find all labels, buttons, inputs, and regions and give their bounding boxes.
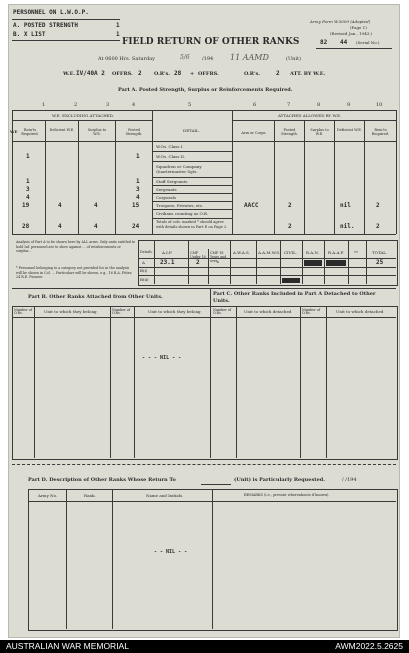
part-b-nil: - - - NIL - - <box>142 355 182 361</box>
part-c-col-number: Number of O.Rs. <box>213 308 232 316</box>
at-hours-label: At 0600 Hrs. Saturday <box>98 56 155 62</box>
analysis-note-2: * Personnel belonging to a category not provided for in the analysis will be shown in Col. ... Particulars will be shown, e.g., 16 R.A. Fitter, 24 R.E. Pioneer. <box>16 266 133 279</box>
total-surplus: 4 <box>94 223 98 230</box>
part-c-col-number-2: Number of O.Rs. <box>302 308 321 316</box>
part-d-date: / /194 <box>342 477 357 483</box>
part-d-nil: - - NIL - - <box>154 549 188 555</box>
part-d-col-rank: Rank. <box>84 493 96 498</box>
row-sgt-reinforcements: 3 <box>26 186 30 193</box>
row-cpl-posted: 4 <box>136 194 140 201</box>
row-sgt-posted: 3 <box>136 186 140 193</box>
we-label: W.E. <box>63 71 76 77</box>
row-wo2-reinforcements: 1 <box>26 153 30 160</box>
col-head-attached-posted: Posted Strength. <box>281 128 298 136</box>
total-attached-deficient: nil. <box>340 223 355 230</box>
part-d-col-remarks: REMARKS (i.e., present whereabouts if known). <box>244 493 330 497</box>
analysis-head-awas: A.W.A.S. <box>233 250 250 255</box>
row-troopers-posted: 15 <box>132 202 140 209</box>
analysis-head-aamws: A.A.M.W.S. <box>258 250 281 255</box>
col-head-attached-reinforcements: Rein'ts Required. <box>371 128 390 136</box>
x-list-label: B. X LIST <box>13 31 46 38</box>
analysis-head-details: Details. <box>140 250 153 254</box>
archive-footer <box>0 640 409 653</box>
we-value: IV/40A 2 <box>76 70 105 77</box>
unit-name: 11 AAMD <box>230 53 269 62</box>
row-troopers-attached-reinforcements: 2 <box>376 202 380 209</box>
part-b-title: Part B. Other Ranks Attached from Other Units. <box>28 294 163 300</box>
we-excluding-attached-header: W.E. EXCLUDING ATTACHED. <box>52 113 115 118</box>
attached-allowed-header: ATTACHED ALLOWED BY W.E. <box>278 113 342 118</box>
posted-strength-label: A. POSTED STRENGTH <box>13 22 79 29</box>
row-staff-sgt-posted: 1 <box>136 178 140 185</box>
analysis-row-c-label: B(ii) <box>140 277 149 282</box>
col-head-attached-deficient: Deficient W.E. <box>337 128 362 132</box>
ors2-label: O.R's. <box>244 71 261 77</box>
analysis-row-a-label: A <box>142 260 145 265</box>
return-date: 5/6 <box>180 54 190 61</box>
analysis-head-raaf: R.A.A.F. <box>328 250 345 255</box>
analysis-head-ran: R.A.N. <box>306 250 319 255</box>
row-cpl-reinforcements: 4 <box>26 194 30 201</box>
perforation-line <box>12 464 396 465</box>
total-attached-reinforcements: 2 <box>376 223 380 230</box>
part-d-col-name: Name and Initials. <box>146 493 184 498</box>
x-list-value: 1 <box>116 31 120 38</box>
detail-wo-class-1: W.Os. Class I. <box>156 144 184 149</box>
analysis-row-a-cmf-under-18: 2 <box>196 259 200 266</box>
row-wo2-posted: 1 <box>136 153 140 160</box>
detail-troopers: Troopers, Privates, etc. <box>156 203 204 208</box>
document-page <box>8 4 400 638</box>
part-a-title: Part A. Posted Strength, Surplus or Reinforcements Required. <box>118 87 293 93</box>
total-reinforcements: 28 <box>22 223 30 230</box>
offrs2-label: OFFRS. <box>198 71 219 77</box>
detail-civilians: Civilians counting as O.R. <box>156 211 209 216</box>
ors-label: O.R's. <box>154 71 171 77</box>
col-head-surplus: Surplus to W.E. <box>87 128 107 136</box>
col-head-reinforcements: Rein'ts Required. <box>21 128 39 136</box>
row-troopers-surplus: 4 <box>94 202 98 209</box>
part-b-col-unit-2: Unit to which they belong <box>148 309 201 314</box>
ors-value: 28 <box>174 70 182 77</box>
analysis-head-cmf-under-18: CMF Under 18 <box>190 251 206 259</box>
serial-value: 82 <box>320 39 328 46</box>
total-attached-posted: 2 <box>288 223 292 230</box>
ors2-value: 2 <box>276 70 280 77</box>
detail-corporals: Corporals <box>156 195 176 200</box>
redaction-block <box>282 278 300 283</box>
detail-quartermaster-sgts: Squadron or Company Quartermaster Sgts. <box>156 164 202 174</box>
archive-name: AUSTRALIAN WAR MEMORIAL <box>6 641 129 651</box>
part-d-title-unit: (Unit) is Particularly Requested. <box>234 477 326 483</box>
detail-wo-class-2: W.Os. Class II. <box>156 154 186 159</box>
form-ref-1: Army Form W.3009 (Adapted) <box>310 19 371 24</box>
serial-value-2: 44 <box>340 39 348 46</box>
part-b-col-number: Number of O.Rs. <box>14 308 33 316</box>
detail-staff-sergeants: Staff Sergeants <box>156 179 188 184</box>
part-d-col-army-no: Army No. <box>38 493 58 498</box>
offrs-label: OFFRS. <box>112 71 133 77</box>
col-head-posted-strength: Posted Strength. <box>125 128 143 136</box>
we-side-label: WE <box>10 129 18 134</box>
row-troopers-attached-deficient: nil <box>340 202 351 209</box>
part-c-title: Part C. Other Ranks Included in Part A Detached to Other Units. <box>213 291 376 304</box>
detail-totals-note: Totals of cols. marked * should agree with details shown in Part E on Page 2. <box>156 220 228 229</box>
col-number-3: 3 <box>106 102 110 108</box>
redaction-block <box>326 260 346 266</box>
unit-label: (Unit) <box>286 56 301 62</box>
row-troopers-deficient: 4 <box>58 202 62 209</box>
detail-sergeants: Sergeants <box>156 187 177 192</box>
col-head-arm-or-corps: Arm or Corps. <box>241 131 267 135</box>
form-ref-3: (Revised Jan., 1943.) <box>330 31 373 36</box>
col-number-2: 2 <box>74 102 78 108</box>
row-troopers-attached-posted: 2 <box>288 202 292 209</box>
analysis-head-aif: A.I.F. <box>162 250 173 255</box>
posted-strength-value: 1 <box>116 22 120 29</box>
row-troopers-arm: AACC <box>244 202 259 209</box>
part-c-col-unit-2: Unit to which detached <box>336 309 384 314</box>
col-number-1: 1 <box>42 102 46 108</box>
year-label: /194 <box>202 56 214 62</box>
offrs-value: 2 <box>138 70 142 77</box>
total-posted: 24 <box>132 223 140 230</box>
analysis-row-a-cmf-over-18: - <box>216 259 220 266</box>
lwop-label: PERSONNEL ON L.W.O.P. <box>13 9 89 16</box>
analysis-row-a-total: 25 <box>376 259 384 266</box>
analysis-note: Analysis of Part A to be shown here by ALL arms. Only units entitled to hold Inf. personnel are to show against ... of reinforcements or surplus... <box>16 240 136 253</box>
detail-header: DETAIL. <box>183 128 200 133</box>
row-staff-sgt-reinforcements: 1 <box>26 178 30 185</box>
att-label: ATT. BY W.E. <box>290 71 326 77</box>
form-ref-2: (Page 1) <box>350 25 367 30</box>
col-number-5: 5 <box>188 102 192 108</box>
analysis-head-total: TOTAL. <box>372 250 388 255</box>
analysis-head-asterisks: ** <box>354 250 358 255</box>
analysis-row-a-aif: 23.1 <box>160 259 175 266</box>
row-troopers-reinforcements: 19 <box>22 202 30 209</box>
redaction-block <box>304 260 322 266</box>
part-b-col-number-2: Number of O.Rs. <box>112 308 131 316</box>
part-b-col-unit: Unit to which they belong <box>44 309 97 314</box>
archive-reference: AWM2022.5.2625 <box>335 641 403 651</box>
col-number-8: 8 <box>317 102 321 108</box>
total-deficient: 4 <box>58 223 62 230</box>
analysis-head-civil: CIVIL. <box>284 250 298 255</box>
analysis-head-cmf-over-18: CMF 18 Years and over <box>210 251 227 263</box>
col-number-9: 9 <box>347 102 351 108</box>
plus-sign: + <box>190 71 195 77</box>
part-c-col-unit: Unit to which detached <box>244 309 292 314</box>
col-number-4: 4 <box>132 102 136 108</box>
col-number-7: 7 <box>287 102 291 108</box>
form-title: FIELD RETURN OF OTHER RANKS <box>122 37 300 47</box>
part-d-title: Part D. Description of Other Ranks Whose Return To <box>28 477 176 483</box>
serial-label: (Serial No.) <box>356 40 380 45</box>
col-head-attached-surplus: Surplus to W.E. <box>310 128 329 136</box>
analysis-row-b-label: B(i) <box>140 268 148 273</box>
col-number-10: 10 <box>376 102 383 108</box>
col-number-6: 6 <box>253 102 257 108</box>
col-head-deficient: Deficient W.E. <box>49 128 75 132</box>
